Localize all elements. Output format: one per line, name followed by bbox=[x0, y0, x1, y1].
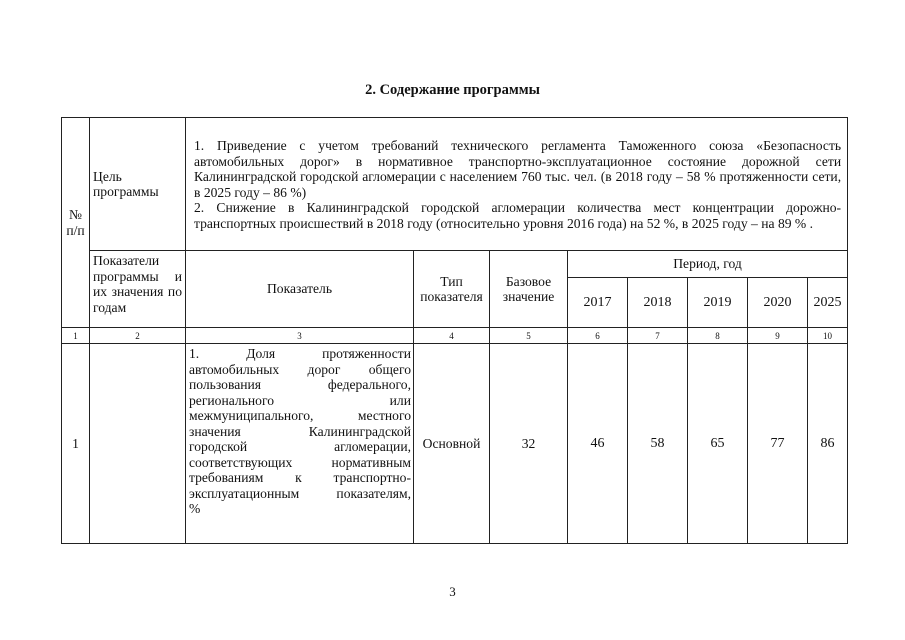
indicator-line: 1. Доля протяженности bbox=[189, 346, 411, 361]
table-row bbox=[62, 344, 848, 544]
year-header: 2017 bbox=[568, 278, 628, 328]
column-number: 6 bbox=[568, 328, 628, 344]
column-number: 5 bbox=[490, 328, 568, 344]
type-header: Тип показателя bbox=[414, 251, 490, 328]
indicator-cell bbox=[186, 344, 414, 544]
year-value: 46 bbox=[568, 344, 628, 544]
column-number: 10 bbox=[808, 328, 848, 344]
year-value: 77 bbox=[748, 344, 808, 544]
year-header: 2019 bbox=[688, 278, 748, 328]
indicator-type: Основной bbox=[414, 344, 490, 544]
goal-text bbox=[186, 118, 848, 251]
goal-item: 2. Снижение в Калининградской городской агломерации количества мест концентрации дорожно-транспортных происшествий в 2018 году (относительно уровня 2016 года) на 52 %, в 2025 году – на 89 % . bbox=[194, 200, 842, 231]
indicator-line: межмуниципального, местного bbox=[189, 408, 411, 423]
indicators-label-cell bbox=[90, 251, 186, 328]
indicator-line: пользования федерального, bbox=[189, 377, 411, 392]
year-header: 2018 bbox=[628, 278, 688, 328]
column-number: 9 bbox=[748, 328, 808, 344]
section-title: 2. Содержание программы bbox=[365, 82, 540, 98]
column-number: 2 bbox=[90, 328, 186, 344]
goal-item: 1. Приведение с учетом требований технического регламента Таможенного союза «Безопасность автомобильных дорог» в нормативное транспортно-эксплуатационное состояние дорожной сети Калининградской городской агломерации с населением 760 тыс. чел. (в 2018 году – 58 % протяженности сети, в 2025 году – 86 %) bbox=[194, 138, 842, 200]
indicator-line: соответствующих нормативным bbox=[189, 454, 411, 470]
indicator-header: Показатель bbox=[186, 251, 414, 328]
empty-cell bbox=[90, 344, 186, 544]
column-number: 7 bbox=[628, 328, 688, 344]
base-header: Базовое значение bbox=[490, 251, 568, 328]
indicator-line: эксплуатационным показателям, bbox=[189, 485, 411, 501]
column-number: 8 bbox=[688, 328, 748, 344]
page-number: 3 bbox=[449, 584, 456, 599]
column-number: 1 bbox=[62, 328, 90, 344]
indicator-line: % bbox=[189, 501, 201, 516]
base-value: 32 bbox=[490, 344, 568, 544]
column-number: 3 bbox=[186, 328, 414, 344]
year-value: 65 bbox=[688, 344, 748, 544]
column-number: 4 bbox=[414, 328, 490, 344]
indicator-line: автомобильных дорог общего bbox=[189, 361, 411, 377]
year-value: 58 bbox=[628, 344, 688, 544]
indicators-label: Показатели программы и их значения по годам bbox=[93, 253, 182, 315]
year-header: 2020 bbox=[748, 278, 808, 328]
indicator-line: городской агломерации, bbox=[189, 439, 411, 454]
indicator-line: регионального или bbox=[189, 392, 411, 408]
goal-label: Цель программы bbox=[90, 118, 186, 251]
year-value: 86 bbox=[808, 344, 848, 544]
indicator-line: требованиям к транспортно- bbox=[189, 470, 411, 485]
column-number-row bbox=[62, 328, 848, 344]
row-number: 1 bbox=[62, 344, 90, 544]
row-number-header: № п/п bbox=[62, 118, 90, 328]
period-header: Период, год bbox=[568, 251, 848, 278]
year-header: 2025 bbox=[808, 278, 848, 328]
program-table bbox=[61, 117, 848, 544]
indicator-line: значения Калининградской bbox=[189, 423, 411, 439]
goal-row bbox=[62, 118, 848, 251]
header-row-1 bbox=[62, 251, 848, 278]
